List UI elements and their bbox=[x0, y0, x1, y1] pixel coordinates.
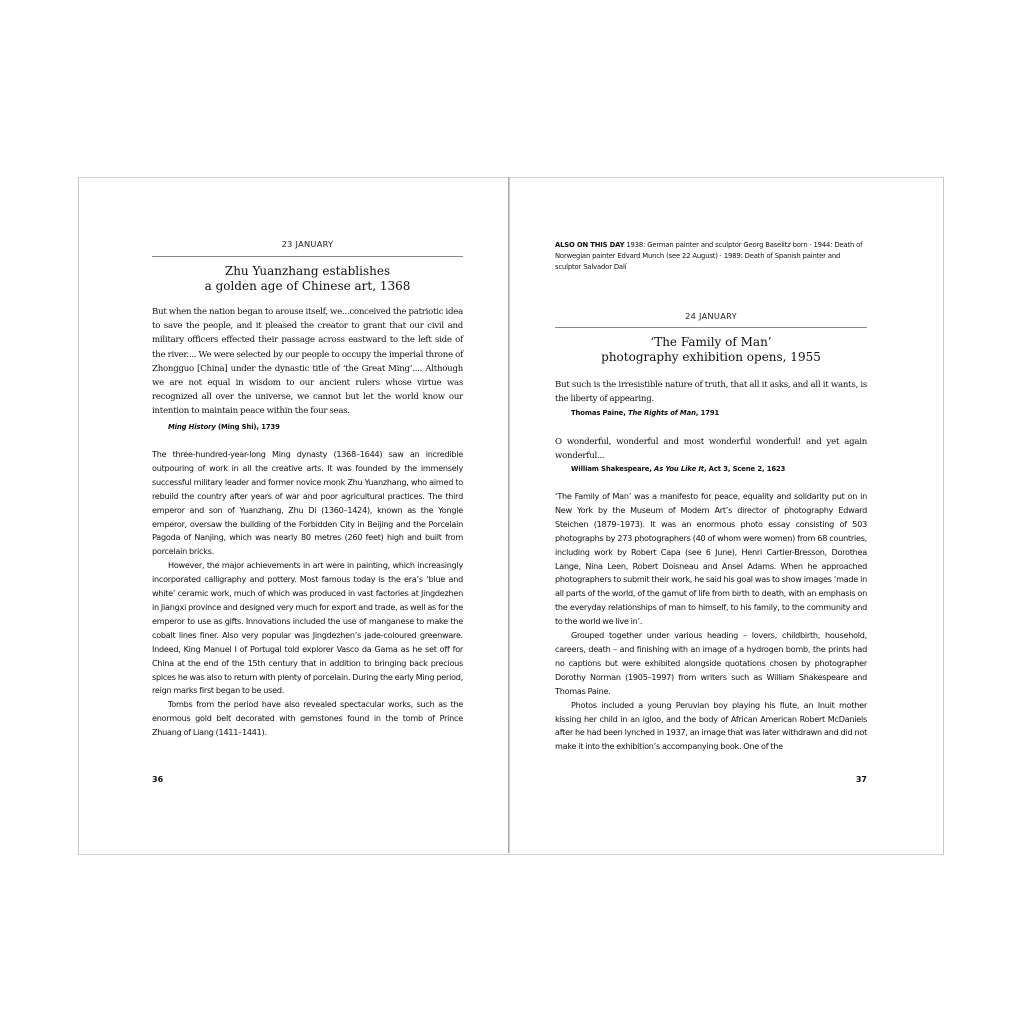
heading-rule bbox=[555, 327, 867, 328]
source-title: Ming History bbox=[168, 423, 216, 431]
source-name: Thomas Paine, bbox=[571, 409, 628, 417]
source-detail: , 1791 bbox=[695, 409, 720, 417]
epigraph-quote: But such is the irresistible nature of truth, that all it asks, and all it wants, is the liberty of appearing. bbox=[555, 380, 867, 405]
title-line: a golden age of Chinese art, 1368 bbox=[204, 279, 411, 293]
book-gutter bbox=[508, 177, 510, 853]
title-line: Zhu Yuanzhang establishes bbox=[224, 264, 391, 278]
epigraph-quote: But when the nation began to arouse itself, we...conceived the patriotic idea to save the people, and it pleased the creator to grant that our civil and military officers effected their passage across eastward to the left side of the river.... We were selected by our people to occupy the imperial throne of Zhongguo [China] under the dynastic title of ‘the Great Ming’.... Although we are not equal in wisdom to our ancient rulers whose virtue was recognized all over the universe, we cannot but let the world know our intention to maintain peace within the four seas. bbox=[152, 307, 463, 417]
source-detail: (Ming Shi), 1739 bbox=[215, 423, 280, 431]
left-page bbox=[152, 177, 463, 853]
source-title: The Rights of Man bbox=[627, 409, 696, 417]
also-label: ALSO ON THIS DAY bbox=[555, 241, 625, 249]
quote-source bbox=[571, 465, 785, 473]
date-heading: 23 JANUARY bbox=[281, 239, 334, 249]
also-on-this-day bbox=[555, 240, 867, 273]
heading-rule bbox=[152, 256, 463, 257]
body-text bbox=[152, 448, 463, 740]
body-paragraph: However, the major achievements in art were in painting, which increasingly incorporated calligraphy and pottery. Most famous today is the era’s ‘blue and white’ ceramic work, much of which was produced in vast factories at Jingdezhen in Jiangxi province and designed very much for export and trade, as well as for the emperor to use as gifts. Innovations included the use of manganese to make the cobalt lines finer. Also very popular was Jingdezhen’s jade-coloured greenware. Indeed, King Manuel I of Portugal told explorer Vasco da Gama as he set off for China at the end of the 15th century that in addition to bringing back precious spices he was also to return with plenty of porcelain. During the early Ming period, reign marks first began to be used. bbox=[152, 560, 463, 696]
page-number: 37 bbox=[855, 775, 867, 784]
body-text bbox=[555, 490, 867, 754]
quote-source bbox=[168, 423, 280, 431]
also-text: 1938: German painter and sculptor Georg Baselitz born · 1944: Death of Norwegian painter Edvard Munch (see 22 August) · 1989: Death of Spanish painter and sculptor Salvador Dalí bbox=[555, 241, 863, 271]
entry-title bbox=[152, 264, 463, 294]
body-paragraph: Photos included a young Peruvian boy playing his flute, an Inuit mother kissing her child in an igloo, and the body of African American Robert McDaniels after he had been lynched in 1937, an image that was later withdrawn and did not make it into the exhibition’s accompanying book. One of the bbox=[555, 699, 867, 752]
source-title: As You Like It bbox=[654, 465, 704, 473]
body-paragraph: ‘The Family of Man’ was a manifesto for peace, equality and solidarity put on in New York by the Museum of Modern Art’s director of photography Edward Steichen (1879–1973). It was an enormous photo essay consisting of 503 photographs by 273 photographers (40 of whom were women) from 68 countries, including work by Robert Capa (see 6 June), Henri Cartier-Bresson, Dorothea Lange, Nina Leen, Robert Doisneau and Ansel Adams. When he approached photographers to submit their work, he said his goal was to show images ‘made in all parts of the world, of the gamut of life from birth to death, with an emphasis on the everyday relationships of man to himself, to his family, to the community and to the world we live in’. bbox=[555, 491, 867, 627]
body-paragraph: Tombs from the period have also revealed spectacular works, such as the enormous gold belt decorated with gemstones found in the tomb of Prince Zhuang of Liang (1411–1441). bbox=[152, 699, 463, 738]
body-paragraph: The three-hundred-year-long Ming dynasty (1368–1644) saw an incredible outpouring of work in all the creative arts. It was founded by the immensely successful military leader and former novice monk Zhu Yuanzhang, who aimed to rebuild the country after years of war and poor agricultural practices. The third emperor and son of Yuanzhang, Zhu Di (1360–1424), known as the Yongle emperor, oversaw the building of the Forbidden City in Beijing and the Porcelain Pagoda of Nanjing, which was nearly 80 metres (260 feet) high and built from porcelain bricks. bbox=[152, 449, 463, 557]
source-name: William Shakespeare, bbox=[571, 465, 655, 473]
epigraph-quote: O wonderful, wonderful and most wonderful wonderful! and yet again wonderful... bbox=[555, 437, 867, 462]
entry-title bbox=[555, 335, 867, 365]
source-detail: , Act 3, Scene 2, 1623 bbox=[703, 465, 786, 473]
page-number: 36 bbox=[152, 775, 164, 784]
title-line: ‘The Family of Man’ bbox=[650, 335, 772, 349]
title-line: photography exhibition opens, 1955 bbox=[601, 350, 821, 364]
quote-source bbox=[571, 409, 719, 417]
body-paragraph: Grouped together under various heading – lovers, childbirth, household, careers, death – and finishing with an image of a hydrogen bomb, the prints had no captions but were exhibited alongside quotations chosen by photographer Dorothy Norman (1905–1997) from writers such as William Shakespeare and Thomas Paine. bbox=[555, 630, 867, 696]
date-heading: 24 JANUARY bbox=[685, 311, 737, 321]
right-page bbox=[555, 177, 867, 853]
